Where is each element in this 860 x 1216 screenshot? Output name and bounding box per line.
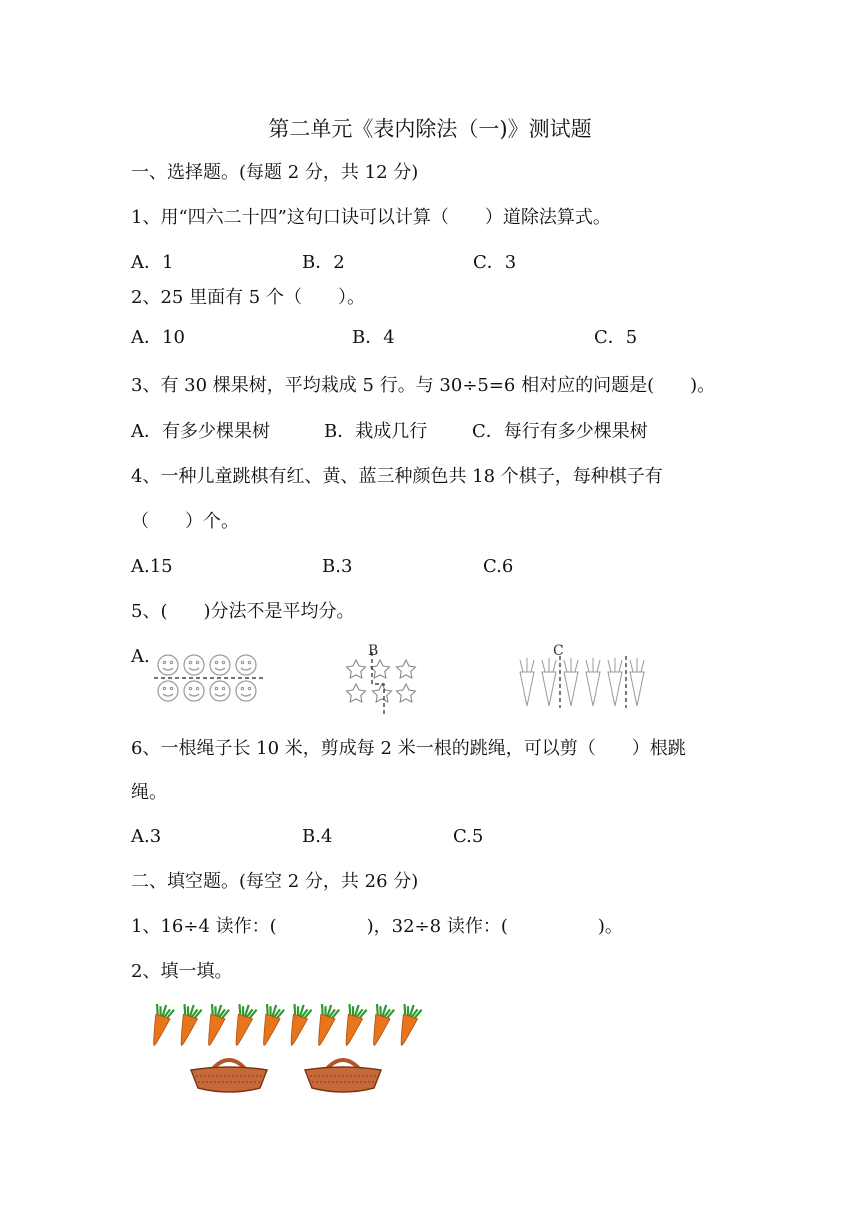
star-icon xyxy=(371,660,390,678)
carrot-outline-icon xyxy=(520,658,534,706)
q5-option-c-label[interactable]: C xyxy=(553,643,564,659)
question-1: 1、用“四六二十四”这句口诀可以计算（ ）道除法算式。 xyxy=(131,207,611,228)
question-3: 3、有 30 棵果树，平均栽成 5 行。与 30÷5=6 相对应的问题是( )。 xyxy=(131,375,716,396)
q1-option-a[interactable]: A．1 xyxy=(131,252,174,273)
smiley-icon xyxy=(236,681,256,701)
carrot-icon xyxy=(392,1004,422,1046)
q3-option-a[interactable]: A．有多少棵果树 xyxy=(131,421,270,442)
carrot-row xyxy=(148,1004,438,1046)
basket-icon xyxy=(188,1050,270,1094)
basket-icon xyxy=(302,1050,384,1094)
question-2: 2、25 里面有 5 个（ ）。 xyxy=(131,287,365,308)
question-4-line-2: （ ）个。 xyxy=(131,511,239,532)
q4-option-c[interactable]: C.6 xyxy=(483,556,514,577)
q1-option-b[interactable]: B．2 xyxy=(302,252,345,273)
star-icon xyxy=(397,684,416,702)
question-4-line-1: 4、一种儿童跳棋有红、黄、蓝三种颜色共 18 个棋子，每种棋子有 xyxy=(131,466,663,487)
q2-option-a[interactable]: A．10 xyxy=(131,327,185,348)
star-icon xyxy=(373,684,392,702)
question-5: 5、( )分法不是平均分。 xyxy=(131,601,355,622)
carrot-outline-icon xyxy=(564,658,578,706)
q5-option-a-label[interactable]: A. xyxy=(131,646,150,667)
q5-figure-c-carrots[interactable] xyxy=(515,656,650,708)
carrot-icon xyxy=(227,1004,257,1046)
q5-figure-a-smileys[interactable] xyxy=(150,648,270,708)
q5-figure-b-stars[interactable] xyxy=(340,650,430,716)
q5-option-b-label[interactable]: B xyxy=(368,643,379,659)
carrot-outline-icon xyxy=(542,658,556,706)
section-2-heading: 二、填空题。(每空 2 分，共 26 分) xyxy=(131,871,419,892)
question-6-line-1: 6、一根绳子长 10 米，剪成每 2 米一根的跳绳，可以剪（ ）根跳 xyxy=(131,738,686,759)
carrot-icon xyxy=(365,1004,395,1046)
q6-option-b[interactable]: B.4 xyxy=(302,826,333,847)
q2-option-c[interactable]: C．5 xyxy=(594,327,638,348)
star-icon xyxy=(397,660,416,678)
carrot-icon xyxy=(282,1004,312,1046)
carrot-icon xyxy=(200,1004,230,1046)
carrot-icon xyxy=(148,1004,175,1046)
carrot-outline-icon xyxy=(630,658,644,706)
star-icon xyxy=(347,660,366,678)
carrot-outline-icon xyxy=(586,658,600,706)
carrot-icon xyxy=(310,1004,340,1046)
star-icon xyxy=(347,684,366,702)
q6-option-c[interactable]: C.5 xyxy=(453,826,484,847)
carrot-outline-icon xyxy=(608,658,622,706)
smiley-icon xyxy=(210,655,230,675)
q6-option-a[interactable]: A.3 xyxy=(131,826,162,847)
q1-option-c[interactable]: C．3 xyxy=(473,252,517,273)
smiley-icon xyxy=(184,655,204,675)
q3-option-b[interactable]: B．栽成几行 xyxy=(324,421,428,442)
section-1-heading: 一、选择题。(每题 2 分，共 12 分) xyxy=(131,162,419,183)
fill-question-1: 1、16÷4 读作：( )，32÷8 读作：( )。 xyxy=(131,916,623,937)
page-title: 第二单元《表内除法（一)》测试题 xyxy=(268,117,592,141)
smiley-icon xyxy=(158,681,178,701)
q2-option-b[interactable]: B．4 xyxy=(352,327,395,348)
q3-option-c[interactable]: C．每行有多少棵果树 xyxy=(472,421,648,442)
smiley-icon xyxy=(184,681,204,701)
smiley-icon xyxy=(158,655,178,675)
carrot-icon xyxy=(255,1004,285,1046)
smiley-icon xyxy=(210,681,230,701)
q4-option-a[interactable]: A.15 xyxy=(131,556,173,577)
question-6-line-2: 绳。 xyxy=(131,782,167,803)
q4-option-b[interactable]: B.3 xyxy=(322,556,353,577)
smiley-icon xyxy=(236,655,256,675)
carrot-icon xyxy=(172,1004,202,1046)
fill-question-2: 2、填一填。 xyxy=(131,961,233,982)
carrot-icon xyxy=(337,1004,367,1046)
